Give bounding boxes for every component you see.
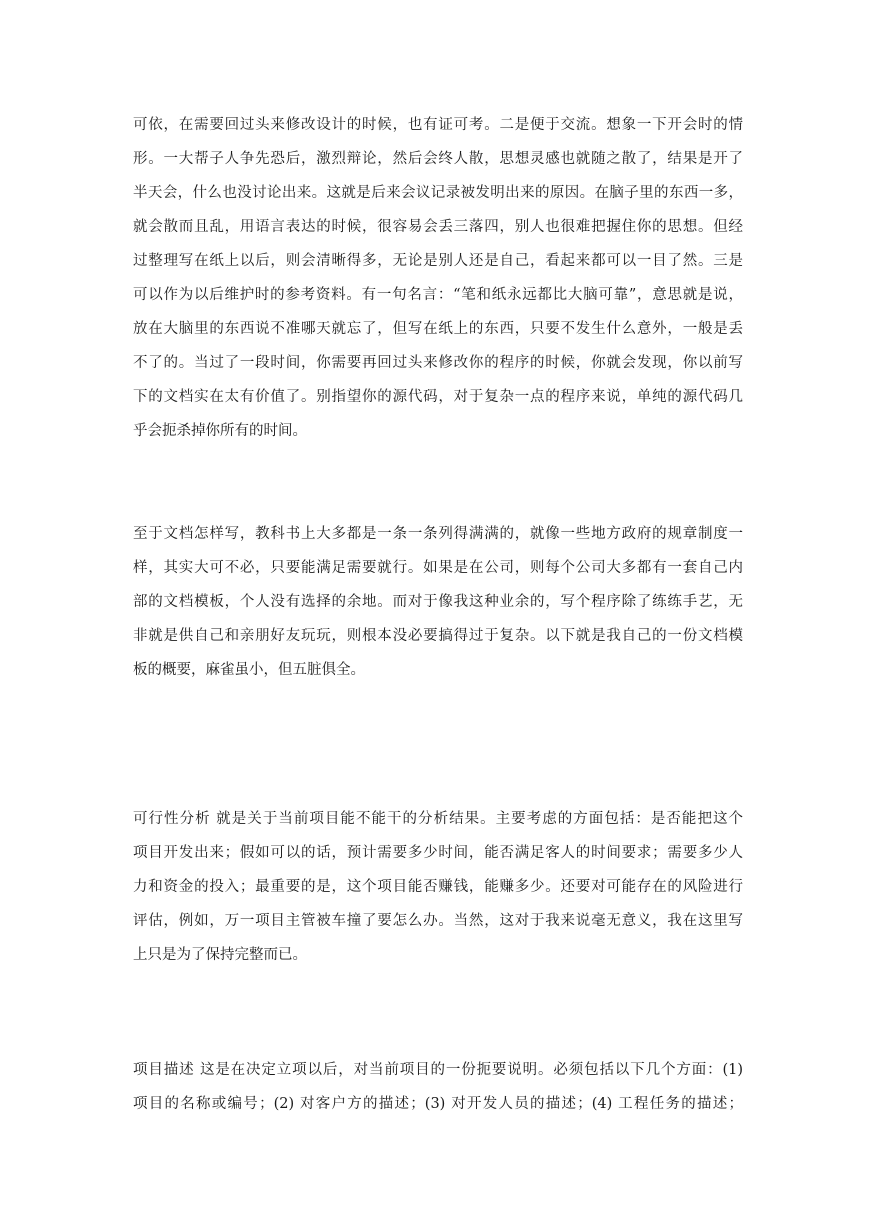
text-line: 评估，例如，万一项目主管被车撞了要怎么办。当然，这对于我来说毫无意义，我在这里写 bbox=[133, 913, 743, 929]
text-line: 非就是供自己和亲朋好友玩玩，则根本没必要搞得过于复杂。以下就是我自己的一份文档模 bbox=[133, 628, 743, 644]
text-line: 乎会扼杀掉你所有的时间。 bbox=[133, 423, 307, 439]
paragraph-how-to-write-docs bbox=[133, 517, 743, 687]
text-line: 放在大脑里的东西说不准哪天就忘了，但写在纸上的东西，只要不发生什么意外，一般是丢 bbox=[133, 321, 743, 337]
text-line: 板的概要，麻雀虽小，但五脏俱全。 bbox=[133, 662, 365, 678]
text-line: 半天会，什么也没讨论出来。这就是后来会议记录被发明出来的原因。在脑子里的东西一多， bbox=[133, 185, 743, 201]
text-line: 可依，在需要回过头来修改设计的时候，也有证可考。二是便于交流。想象一下开会时的情 bbox=[133, 117, 743, 133]
text-line: 力和资金的投入；最重要的是，这个项目能否赚钱，能赚多少。还要对可能存在的风险进行 bbox=[133, 879, 743, 895]
text-line: 项目的名称或编号；(2) 对客户方的描述；(3) 对开发人员的描述；(4) 工程任务的描述； bbox=[133, 1096, 743, 1112]
text-line: 部的文档模板，个人没有选择的余地。而对于像我这种业余的，写个程序除了练练手艺，无 bbox=[133, 594, 743, 610]
text-line: 不了的。当过了一段时间，你需要再回过头来修改你的程序的时候，你就会发现，你以前写 bbox=[133, 355, 743, 371]
paragraph-project-description bbox=[133, 1053, 743, 1121]
text-line: 过整理写在纸上以后，则会清晰得多，无论是别人还是自己，看起来都可以一目了然。三是 bbox=[133, 253, 743, 269]
text-line: 形。一大帮子人争先恐后，激烈辩论，然后会终人散，思想灵感也就随之散了，结果是开了 bbox=[133, 151, 743, 167]
text-line: 下的文档实在太有价值了。别指望你的源代码，对于复杂一点的程序来说，单纯的源代码几 bbox=[133, 389, 743, 405]
text-line: 上只是为了保持完整而已。 bbox=[133, 947, 307, 963]
text-line: 可以作为以后维护时的参考资料。有一句名言：“笔和纸永远都比大脑可靠”，意思就是说， bbox=[133, 287, 743, 303]
text-line: 样，其实大可不必，只要能满足需要就行。如果是在公司，则每个公司大多都有一套自己内 bbox=[133, 560, 743, 576]
paragraph-feasibility-analysis bbox=[133, 802, 743, 972]
paragraph-documentation-benefits bbox=[133, 108, 743, 448]
text-line: 就会散而且乱，用语言表达的时候，很容易会丢三落四，别人也很难把握住你的思想。但经 bbox=[133, 219, 743, 235]
text-line: 项目描述 这是在决定立项以后，对当前项目的一份扼要说明。必须包括以下几个方面：(1) bbox=[133, 1062, 743, 1078]
text-line: 项目开发出来；假如可以的话，预计需要多少时间，能否满足客人的时间要求；需要多少人 bbox=[133, 845, 743, 861]
text-line: 可行性分析 就是关于当前项目能不能干的分析结果。主要考虑的方面包括：是否能把这个 bbox=[133, 811, 743, 827]
text-line: 至于文档怎样写，教科书上大多都是一条一条列得满满的，就像一些地方政府的规章制度一 bbox=[133, 526, 743, 542]
